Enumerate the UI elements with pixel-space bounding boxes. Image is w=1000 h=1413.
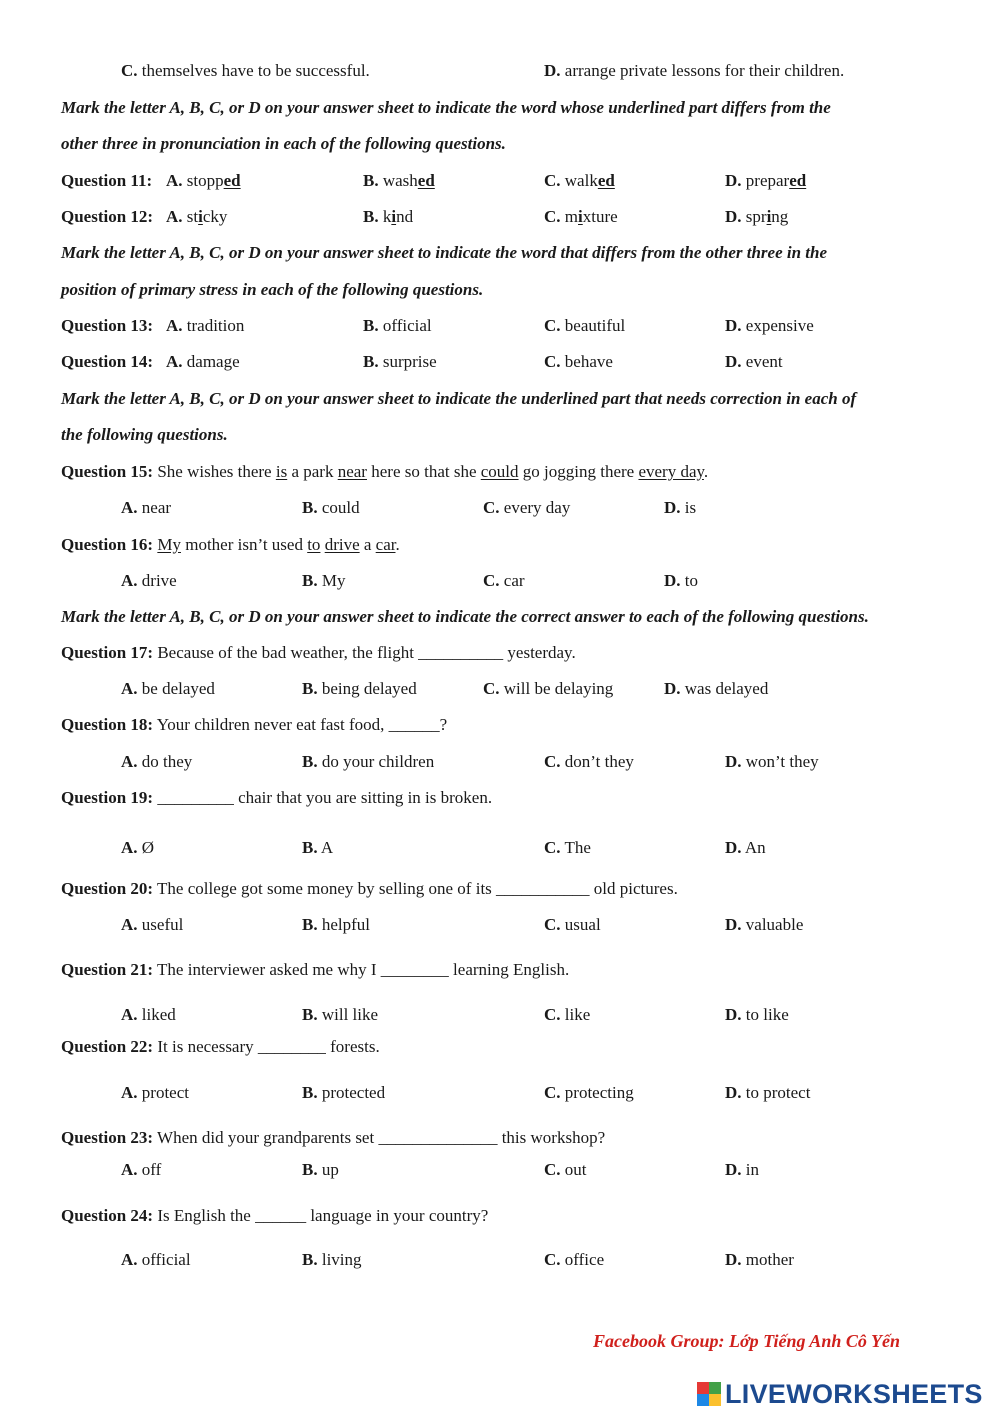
instruction-stress-line2: position of primary stress in each of the following questions. [61,280,484,299]
q19-option-d[interactable]: D. An [725,838,766,857]
q14-option-a[interactable]: A. damage [166,352,240,371]
q22-option-a[interactable]: A. protect [121,1083,189,1102]
q20-option-b[interactable]: B. helpful [302,915,370,934]
q20-option-c[interactable]: C. usual [544,915,601,934]
q23-option-a[interactable]: A. off [121,1160,162,1179]
liveworksheets-logo-icon [697,1382,721,1406]
q19-option-b[interactable]: B. A [302,838,334,857]
instruction-correct-answer: Mark the letter A, B, C, or D on your answer sheet to indicate the correct answer to each of the following questions. [61,607,869,626]
instruction-pronunciation-line1: Mark the letter A, B, C, or D on your answer sheet to indicate the word whose underlined part differs from the [61,98,831,117]
question-17-text: Question 17: Because of the bad weather, the flight __________ yesterday. [61,643,576,662]
q13-option-c[interactable]: C. beautiful [544,316,626,335]
q24-option-b[interactable]: B. living [302,1250,362,1269]
question-12-label: Question 12: [61,207,154,226]
q13-option-a[interactable]: A. tradition [166,316,245,335]
q21-option-c[interactable]: C. like [544,1005,591,1024]
q16-option-b[interactable]: B. My [302,571,346,590]
q24-option-d[interactable]: D. mother [725,1250,794,1269]
q18-option-c[interactable]: C. don’t they [544,752,634,771]
q23-option-d[interactable]: D. in [725,1160,760,1179]
q23-option-c[interactable]: C. out [544,1160,587,1179]
q11-option-d[interactable]: D. prepared [725,171,807,190]
q18-option-d[interactable]: D. won’t they [725,752,819,771]
q20-option-a[interactable]: A. useful [121,915,184,934]
q13-option-d[interactable]: D. expensive [725,316,814,335]
q19-option-c[interactable]: C. The [544,838,591,857]
q11-option-c[interactable]: C. walked [544,171,615,190]
instruction-correction-line1: Mark the letter A, B, C, or D on your answer sheet to indicate the underlined part that needs correction in each of [61,389,857,408]
prev-option-d[interactable]: D. arrange private lessons for their children. [544,61,845,80]
q20-option-d[interactable]: D. valuable [725,915,804,934]
q23-option-b[interactable]: B. up [302,1160,339,1179]
q24-option-a[interactable]: A. official [121,1250,191,1269]
question-14-label: Question 14: [61,352,154,371]
question-11-label: Question 11: [61,171,153,190]
prev-option-c[interactable]: C. themselves have to be successful. [121,61,370,80]
q13-option-b[interactable]: B. official [363,316,432,335]
q16-option-d[interactable]: D. to [664,571,699,590]
q18-option-a[interactable]: A. do they [121,752,193,771]
q11-option-b[interactable]: B. washed [363,171,435,190]
liveworksheets-logo-text: LIVEWORKSHEETS [725,1379,983,1409]
question-21-text: Question 21: The interviewer asked me why I ________ learning English. [61,960,570,979]
q17-option-d[interactable]: D. was delayed [664,679,769,698]
q21-option-d[interactable]: D. to like [725,1005,789,1024]
question-24-text: Question 24: Is English the ______ language in your country? [61,1206,489,1225]
question-20-text: Question 20: The college got some money by selling one of its ___________ old pictures. [61,879,678,898]
q22-option-d[interactable]: D. to protect [725,1083,811,1102]
q14-option-d[interactable]: D. event [725,352,783,371]
q12-option-c[interactable]: C. mixture [544,207,618,226]
q12-option-a[interactable]: A. sticky [166,207,228,226]
q15-option-a[interactable]: A. near [121,498,172,517]
q24-option-c[interactable]: C. office [544,1250,605,1269]
question-13-label: Question 13: [61,316,154,335]
question-18-text: Question 18: Your children never eat fast food, ______? [61,715,448,734]
q19-option-a[interactable]: A. Ø [121,838,155,857]
q15-option-c[interactable]: C. every day [483,498,571,517]
q12-option-d[interactable]: D. spring [725,207,789,226]
q18-option-b[interactable]: B. do your children [302,752,435,771]
q17-option-c[interactable]: C. will be delaying [483,679,614,698]
facebook-group-footer: Facebook Group: Lớp Tiếng Anh Cô Yến [593,1331,901,1351]
q15-option-d[interactable]: D. is [664,498,697,517]
q17-option-b[interactable]: B. being delayed [302,679,417,698]
q21-option-b[interactable]: B. will like [302,1005,379,1024]
question-16-text: Question 16: My mother isn’t used to drive a car. [61,535,400,554]
q17-option-a[interactable]: A. be delayed [121,679,215,698]
q22-option-c[interactable]: C. protecting [544,1083,634,1102]
instruction-correction-line2: the following questions. [61,425,228,444]
q21-option-a[interactable]: A. liked [121,1005,176,1024]
q14-option-c[interactable]: C. behave [544,352,613,371]
question-15-text: Question 15: She wishes there is a park near here so that she could go jogging there every day. [61,462,709,481]
question-22-text: Question 22: It is necessary ________ forests. [61,1037,380,1056]
question-23-text: Question 23: When did your grandparents set ______________ this workshop? [61,1128,606,1147]
question-19-text: Question 19: _________ chair that you are sitting in is broken. [61,788,493,807]
q15-option-b[interactable]: B. could [302,498,360,517]
q11-option-a[interactable]: A. stopped [166,171,241,190]
q12-option-b[interactable]: B. kind [363,207,414,226]
q16-option-a[interactable]: A. drive [121,571,177,590]
q14-option-b[interactable]: B. surprise [363,352,437,371]
instruction-stress-line1: Mark the letter A, B, C, or D on your answer sheet to indicate the word that differs from the other three in the [61,243,828,262]
instruction-pronunciation-line2: other three in pronunciation in each of the following questions. [61,134,506,153]
liveworksheets-logo[interactable] [697,1380,983,1408]
q16-option-c[interactable]: C. car [483,571,525,590]
q22-option-b[interactable]: B. protected [302,1083,386,1102]
